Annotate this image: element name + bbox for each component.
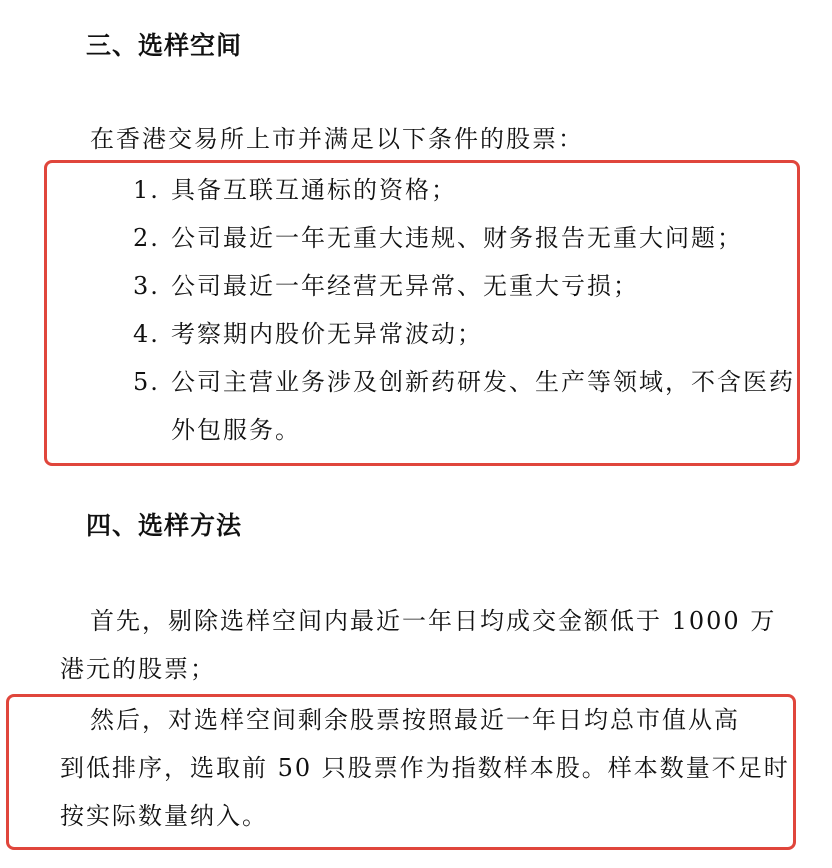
list-item-continuation: 外包服务。 [171, 416, 301, 444]
list-item-text: 公司最近一年经营无异常、无重大亏损； [171, 272, 639, 300]
list-item-number: 4. [133, 320, 160, 348]
list-item-text: 具备互联互通标的资格； [171, 176, 457, 204]
list-item-text: 公司主营业务涉及创新药研发、生产等领域，不含医药 [171, 368, 795, 396]
method-highlight-box [6, 694, 796, 850]
method-paragraph-1-line-1: 首先，剔除选样空间内最近一年日均成交金额低于 1000 万 [90, 607, 777, 635]
list-item-text: 考察期内股价无异常波动； [171, 320, 483, 348]
method-paragraph-2-line-1: 然后，对选样空间剩余股票按照最近一年日均总市值从高 [90, 706, 740, 734]
method-paragraph-2-line-3: 按实际数量纳入。 [60, 802, 268, 830]
list-item-text: 公司最近一年无重大违规、财务报告无重大问题； [171, 224, 743, 252]
section-3-intro: 在香港交易所上市并满足以下条件的股票： [90, 125, 584, 153]
section-4-heading: 四、选样方法 [86, 511, 243, 540]
list-item [133, 175, 457, 205]
list-item [133, 319, 483, 349]
section-3-heading: 三、选样空间 [86, 31, 243, 60]
list-item [133, 223, 743, 253]
list-item-number: 2. [133, 224, 160, 252]
list-item [133, 271, 639, 301]
list-item [133, 367, 795, 397]
method-paragraph-2-line-2: 到低排序，选取前 50 只股票作为指数样本股。样本数量不足时 [60, 754, 790, 782]
list-item-number: 5. [133, 368, 160, 396]
list-item-number: 1. [133, 176, 160, 204]
list-item-number: 3. [133, 272, 160, 300]
method-paragraph-1-line-2: 港元的股票； [60, 655, 216, 683]
criteria-highlight-box [44, 160, 800, 466]
